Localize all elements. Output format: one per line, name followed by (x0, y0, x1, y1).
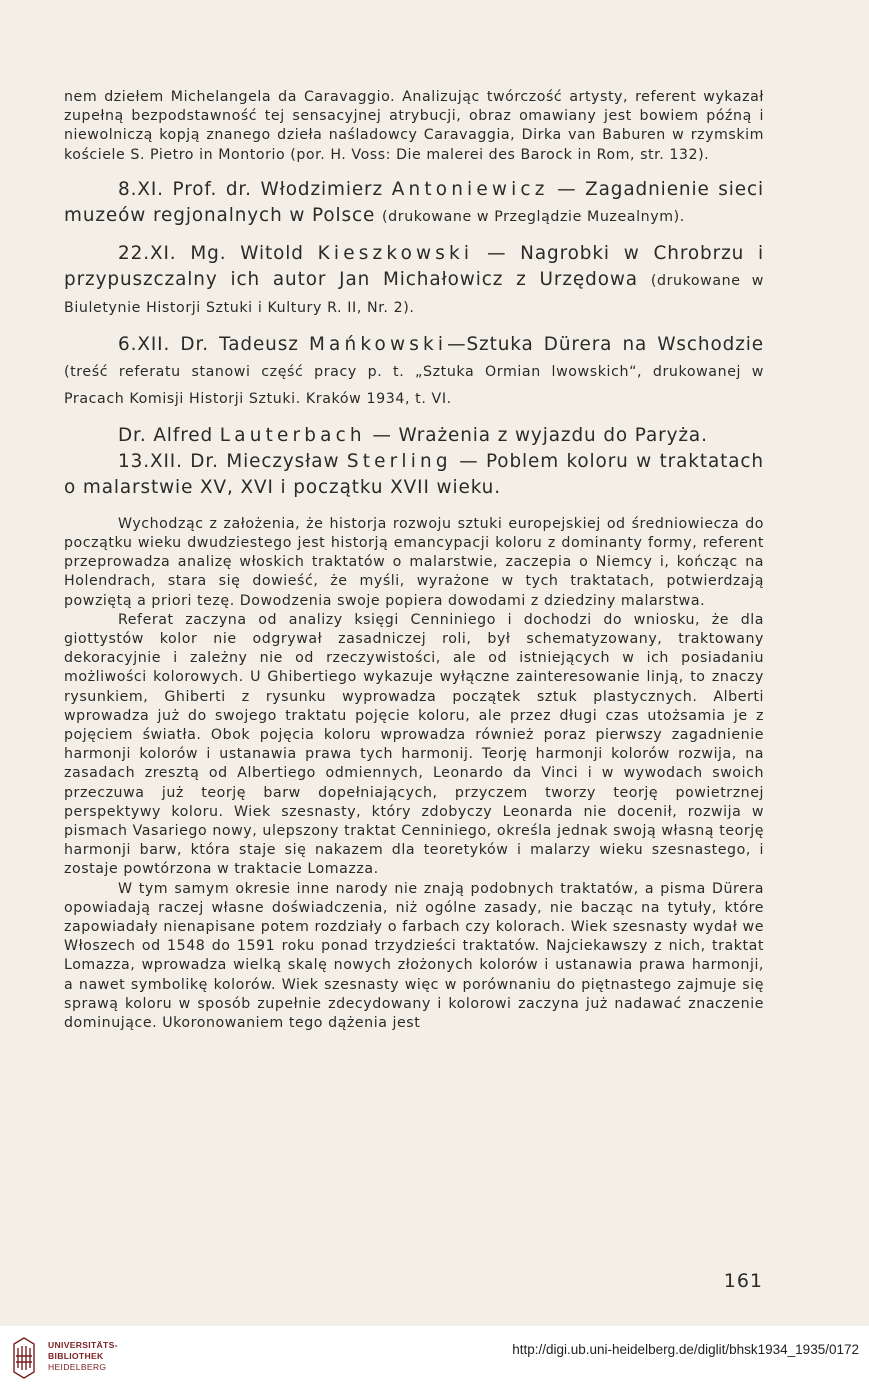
entry-speaker-prefix: Dr. Alfred (118, 424, 214, 446)
page-text (64, 88, 764, 1033)
lecture-entry (64, 332, 764, 412)
summary-paragraph: W tym samym okresie inne narody nie znają podobnych traktatów, a pisma Dürera opowiadają raczej własne doświadczenia, niż ogólne zasady, nie bacząc na tytuły, które zapowiadały nienapisane potem rozdziały o farbach czy kolorach. Wiek szesnasty wydał we Włoszech od 1548 do 1591 roku ponad trzydzieści traktatów. Najciekawszy z nich, traktat Lomazza, wprowadza wielką skalę nowych złożonych kolorów i ustanawia prawa harmonji, a nawet symbolikę kolorów. Wiek szesnasty więc w porównaniu do piętnastego zajmuje się sprawą koloru w sposób zupełnie zdecydowany i kolorowi zaczyna już nadawać znaczenie dominujące. Ukoronowaniem tego dążenia jest (64, 880, 764, 1032)
entry-title: — Wrażenia z wyjazdu do Paryża. (372, 424, 708, 446)
entry-note: (treść referatu stanowi część pracy p. t. „Sztuka Ormian lwowskich“, drukowanej w Pracach Komisji Historji Sztuki. Kraków 1934, t. VI. (64, 363, 764, 407)
entry-date: 22.XI. (118, 242, 177, 264)
entry-date: 13.XII. (118, 450, 183, 472)
lecture-entry (64, 449, 764, 501)
library-logo-icon (12, 1336, 36, 1380)
lecture-entry (64, 423, 764, 449)
summary-paragraph: Wychodząc z założenia, że historja rozwoju sztuki europejskiej od średniowiecza do początku wieku dwudziestego jest historją emancypacji koloru z dominanty formy, referent przeprowadza analizę włoskich traktatów o malarstwie, zaczepia o Niemcy i, kończąc na Holendrach, stara się dowieść, że myśli, wyrażone w tych traktatach, potwierdzają powziętą a priori tezę. Dowodzenia swoje popiera dowodami z dziedziny malarstwa. (64, 515, 764, 609)
lecture-entry (64, 241, 764, 321)
entry-title: — Zagadnienie sieci muzeów regjonalnych w Polsce (64, 178, 765, 226)
entry-title: — Nagrobki w Chrobrzu i przypuszczalny ich autor Jan Michałowicz z Urzędowa (64, 242, 765, 290)
digitization-footer (0, 1326, 869, 1392)
entry-date: 8.XI. (118, 178, 164, 200)
entry-speaker-prefix: Mg. Witold (190, 242, 304, 264)
lecture-summary (64, 515, 764, 1033)
entry-title: —Sztuka Dürera na Wschodzie (447, 333, 764, 355)
entry-speaker-surname: Kieszkowski (317, 242, 474, 264)
source-url-link[interactable]: http://digi.ub.uni-heidelberg.de/diglit/bhsk1934_1935/0172 (512, 1342, 859, 1357)
intro-paragraph: nem dziełem Michelangela da Caravaggio. Analizując twórczość artysty, referent wykazał zupełną bezpodstawność tej sensacyjnej atrybucji, obraz omawiany jest bowiem późną i niewolniczą kopją znanego dzieła naśladowcy Caravaggia, Dirka van Baburen w rzymskim kościele S. Pietro in Montorio (por. H. Voss: Die malerei des Barock in Rom, str. 132). (64, 89, 764, 163)
library-name: UNIVERSITÄTS- BIBLIOTHEK HEIDELBERG (48, 1340, 118, 1372)
entry-speaker-surname: Sterling (346, 450, 452, 472)
entry-speaker-surname: Lauterbach (219, 424, 366, 446)
entry-speaker-prefix: Prof. dr. Włodzimierz (172, 178, 384, 200)
page-number: 161 (723, 1270, 763, 1292)
entry-date: 6.XII. (118, 333, 171, 355)
entry-note: (drukowane w Biuletynie Historji Sztuki i Kultury R. II, Nr. 2). (64, 272, 765, 316)
lecture-entry (64, 177, 764, 230)
entry-speaker-prefix: Dr. Mieczysław (190, 450, 340, 472)
entry-speaker-surname: Mańkowski (308, 333, 448, 355)
entry-note: (drukowane w Przeglądzie Muzealnym). (382, 208, 685, 225)
entry-speaker-surname: Antoniewicz (391, 178, 549, 200)
summary-paragraph: Referat zaczyna od analizy księgi Cenniniego i dochodzi do wniosku, że dla giottystów kolor nie odgrywał zasadniczej roli, był schematyzowany, traktowany dekoracyjnie i zależny nie od rzeczywistości, ale od istniejących w ich posiadaniu możliwości kolorowych. U Ghibertiego wykazuje wyłączne zainteresowanie linją, to znaczy rysunkiem, Ghiberti z rysunku wyprowadza początek sztuk plastycznych. Alberti wprowadza już do swojego traktatu pojęcie koloru, ale przez długi czas utożsamia je z pojęciem światła. Obok pojęcia koloru wprowadza również poraz pierwszy zagadnienie harmonji kolorów i ustanawia prawa tych harmonij. Teorję harmonji kolorów rozwija, na zasadach zresztą od Albertiego odmiennych, Leonardo da Vinci i w wywodach swoich przeczuwa już teorję barw dopełniających, przyczem tworzy teorję powietrznej perspektywy koloru. Wiek szesnasty, który zdobyczy Leonarda nie docenił, rozwija w pismach Vasariego nowy, ulepszony traktat Cenniniego, określa jednak swoją własną teorję harmonji barw, która staje się nakazem dla teoretyków i malarzy wieku szesnastego, i zostaje powtórzona w traktacie Lomazza. (64, 611, 764, 878)
entry-speaker-prefix: Dr. Tadeusz (180, 333, 299, 355)
entry-title: — Poblem koloru w traktatach o malarstwie XV, XVI i początku XVII wieku. (64, 450, 764, 498)
